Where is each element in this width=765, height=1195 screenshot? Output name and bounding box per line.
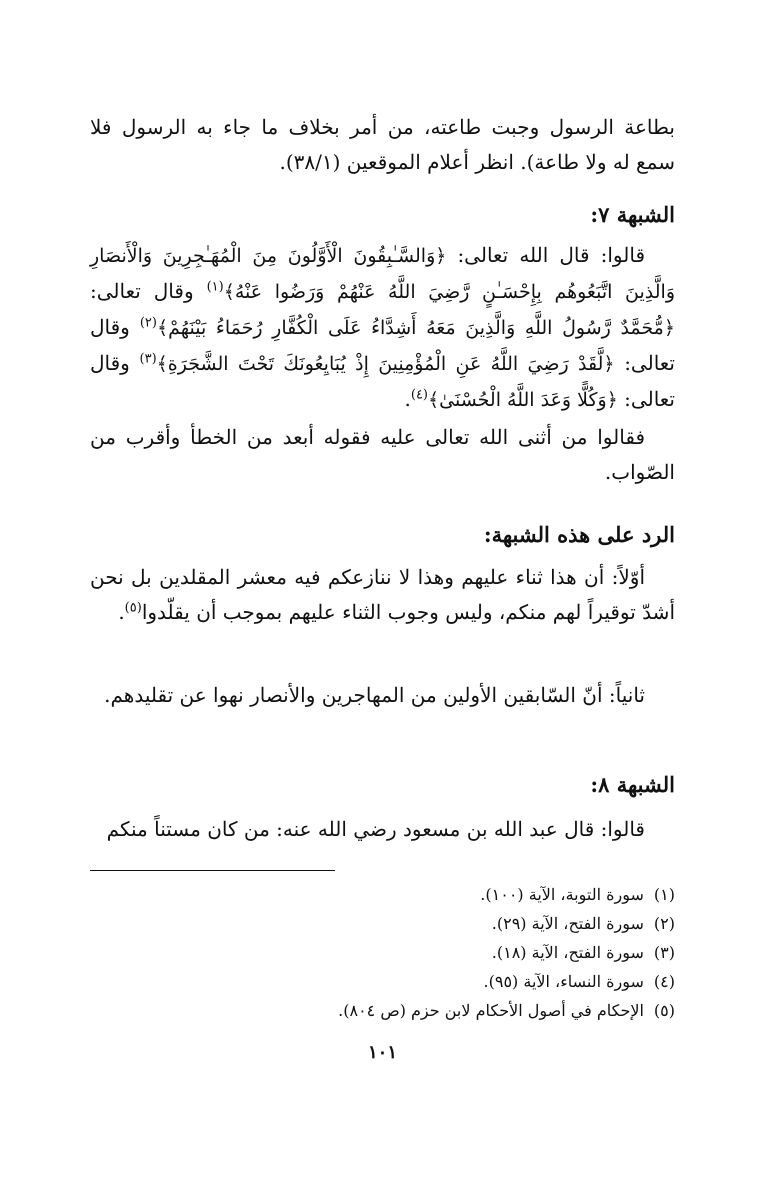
reply-second-point: ثانياً: أنّ السّابقين الأولين من المهاجرين والأنصار نهوا عن تقليدهم. bbox=[104, 683, 645, 707]
footnote-ref-4[interactable]: (٤) bbox=[410, 387, 428, 403]
paragraph-end: . bbox=[404, 387, 411, 411]
footnotes bbox=[90, 880, 675, 1025]
footnote-divider bbox=[90, 870, 335, 871]
verse-3: ﴿لَّقَدْ رَضِيَ اللَّهُ عَنِ الْمُؤْمِنِينَ إِذْ يُبَايِعُونَكَ تَحْتَ الشَّجَرَةِ﴾ bbox=[156, 353, 615, 375]
footnote-number: (٥) bbox=[653, 1001, 675, 1020]
footnote-number: (٣) bbox=[653, 943, 675, 962]
footnote-ref-2[interactable]: (٢) bbox=[139, 315, 157, 331]
intro-text: بطاعة الرسول وجبت طاعته، من أمر بخلاف ما جاء به الرسول فلا سمع له ولا طاعة). انظر أعلام الموقعين (٣٨/١). bbox=[90, 115, 675, 174]
footnote-number: (٢) bbox=[653, 914, 675, 933]
section-8-heading: الشبهة ٨: bbox=[590, 772, 675, 797]
reply-paragraph-2 bbox=[90, 678, 675, 713]
reply-first-point: أوّلاً: أن هذا ثناء عليهم وهذا لا ننازعكم فيه معشر المقلدين بل نحن أشدّ توقيراً لهم منكم، وليس وجوب الثناء عليهم بموجب أن يقلّدوا bbox=[90, 565, 675, 624]
section-7-intro: قالوا: قال الله تعالى: bbox=[446, 243, 645, 267]
footnote-ref-1[interactable]: (١) bbox=[206, 279, 224, 295]
verse-4: ﴿وَكُلًّا وَعَدَ اللَّهُ الْحُسْنَىٰ﴾ bbox=[428, 389, 618, 411]
reply-paragraph-1 bbox=[90, 560, 675, 630]
footnote-number: (٤) bbox=[653, 972, 675, 991]
verse-connector-2: وقال تعالى: bbox=[90, 315, 675, 375]
footnote-item bbox=[90, 967, 675, 996]
footnote-text: سورة النساء، الآية (٩٥). bbox=[483, 972, 644, 991]
footnote-number: (١) bbox=[653, 885, 675, 904]
footnote-item bbox=[90, 996, 675, 1025]
section-7-paragraph-1 bbox=[90, 238, 675, 418]
footnote-text: سورة التوبة، الآية (١٠٠). bbox=[480, 885, 644, 904]
section-8-paragraph bbox=[90, 812, 675, 847]
footnote-item bbox=[90, 938, 675, 967]
footnote-item bbox=[90, 909, 675, 938]
verse-connector-1: وقال تعالى: bbox=[90, 279, 207, 303]
intro-paragraph bbox=[90, 110, 675, 180]
footnote-item bbox=[90, 880, 675, 909]
footnote-ref-3[interactable]: (٣) bbox=[139, 351, 157, 367]
verse-1: ﴿وَالسَّـٰبِقُونَ الْأَوَّلُونَ مِنَ الْمُهَـٰجِرِينَ وَالْأَنصَارِ وَالَّذِينَ اتَّبَعُوهُم بِإِحْسَـٰنٍ رَّضِيَ اللَّهُ عَنْهُمْ وَرَضُوا عَنْهُ﴾ bbox=[90, 245, 675, 303]
footnote-text: الإحكام في أصول الأحكام لابن حزم (ص ٨٠٤). bbox=[338, 1001, 644, 1020]
page-number: ١٠١ bbox=[367, 1042, 397, 1063]
verse-2: ﴿مُّحَمَّدٌ رَّسُولُ اللَّهِ وَالَّذِينَ مَعَهُ أَشِدَّاءُ عَلَى الْكُفَّارِ رُحَمَاءُ بَيْنَهُمْ﴾ bbox=[156, 317, 675, 339]
footnote-text: سورة الفتح، الآية (١٨). bbox=[491, 943, 644, 962]
footnote-text: سورة الفتح، الآية (٢٩). bbox=[491, 914, 644, 933]
reply-heading: الرد على هذه الشبهة: bbox=[483, 522, 675, 547]
section-7-paragraph-2 bbox=[90, 420, 675, 490]
section-7-heading: الشبهة ٧: bbox=[590, 202, 675, 227]
section-7-conclusion: فقالوا من أثنى الله تعالى عليه فقوله أبعد من الخطأ وأقرب من الصّواب. bbox=[90, 425, 675, 484]
footnote-ref-5[interactable]: (٥) bbox=[124, 600, 142, 616]
section-8-text: قالوا: قال عبد الله بن مسعود رضي الله عنه: من كان مستناً منكم bbox=[106, 817, 645, 841]
reply-paragraph-end: . bbox=[118, 600, 125, 624]
verse-connector-3: وقال تعالى: bbox=[90, 351, 675, 411]
